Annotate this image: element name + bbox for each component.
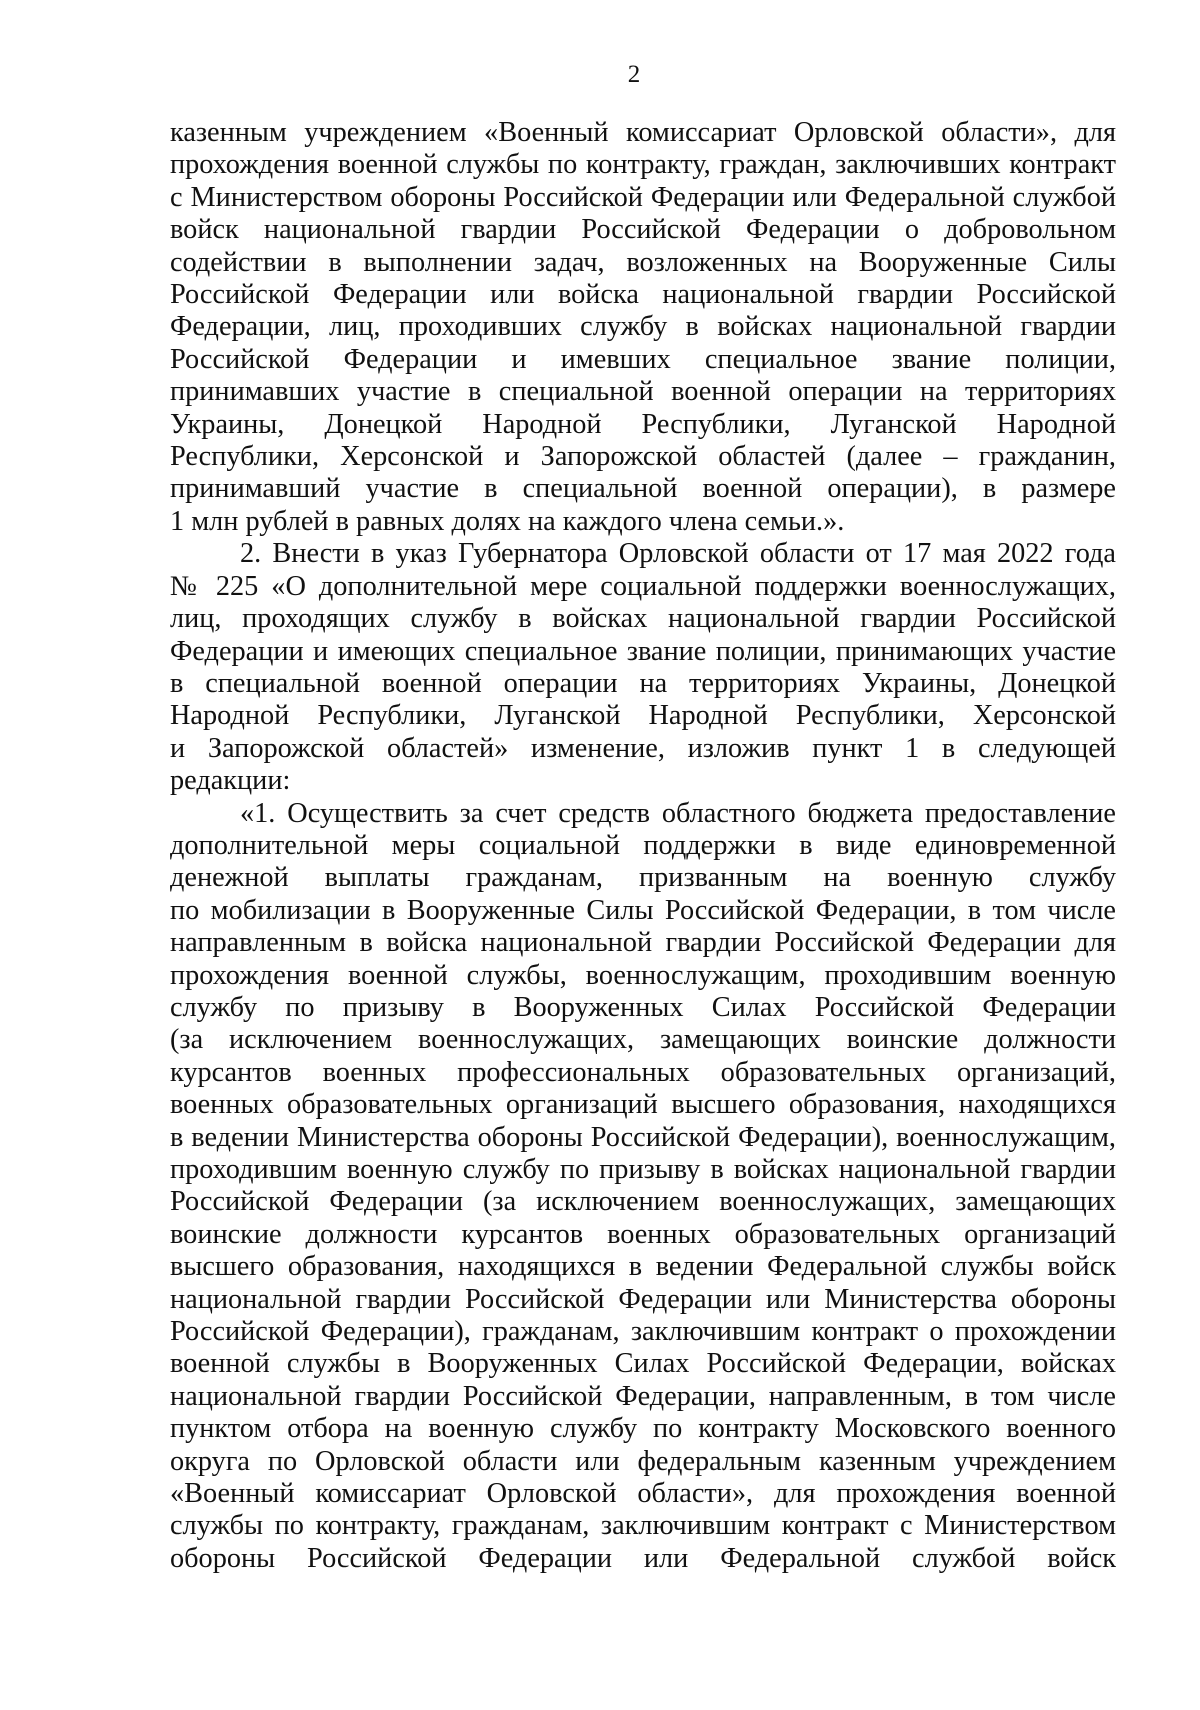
text-line: в ведении Министерства обороны Российской Федерации), военнослужащим, [170, 1121, 1116, 1153]
text-line: национальной гвардии Российской Федерации или Министерства обороны [170, 1283, 1116, 1315]
text-line: службу по призыву в Вооруженных Силах Российской Федерации [170, 991, 1116, 1023]
text-line: прохождения военной службы по контракту, граждан, заключивших контракт [170, 149, 1116, 181]
text-line: в специальной военной операции на территориях Украины, Донецкой [170, 667, 1116, 699]
text-line: войск национальной гвардии Российской Федерации о добровольном [170, 214, 1116, 246]
text-line: редакции: [170, 765, 291, 797]
text-line: Украины, Донецкой Народной Республики, Луганской Народной [170, 408, 1116, 440]
text-line: проходившим военную службу по призыву в войсках национальной гвардии [170, 1154, 1116, 1185]
text-line: Народной Республики, Луганской Народной Республики, Херсонской [170, 700, 1116, 732]
text-line: высшего образования, находящихся в ведении Федеральной службы войск [170, 1251, 1116, 1283]
text-line: казенным учреждением «Военный комиссариат Орловской области», для [170, 117, 1116, 148]
text-line: Федерации и имеющих специальное звание полиции, принимающих участие [170, 635, 1116, 667]
text-line: курсантов военных профессиональных образовательных организаций, [170, 1056, 1116, 1088]
text-line: «1. Осуществить за счет средств областного бюджета предоставление [240, 797, 1116, 829]
text-line: денежной выплаты гражданам, призванным на военную службу [170, 862, 1116, 894]
text-line: дополнительной меры социальной поддержки в виде единовременной [170, 829, 1116, 861]
text-line: по мобилизации в Вооруженные Силы Российской Федерации, в том числе [170, 894, 1116, 926]
text-line: Российской Федерации и имевших специальное звание полиции, [170, 343, 1116, 375]
text-line: Российской Федерации), гражданам, заключившим контракт о прохождении [170, 1316, 1116, 1348]
text-line: 2. Внести в указ Губернатора Орловской области от 17 мая 2022 года [240, 538, 1116, 570]
text-line: пунктом отбора на военную службу по контракту Московского военного [170, 1413, 1116, 1445]
text-line: Российской Федерации (за исключением военнослужащих, замещающих [170, 1186, 1116, 1218]
text-line: «Военный комиссариат Орловской области», для прохождения военной [170, 1478, 1116, 1510]
text-line: лиц, проходящих службу в войсках национальной гвардии Российской [170, 603, 1116, 635]
text-line: обороны Российской Федерации или Федеральной службой войск [170, 1542, 1116, 1574]
text-line: воинские должности курсантов военных образовательных организаций [170, 1218, 1116, 1250]
text-line: Российской Федерации или войска национальной гвардии Российской [170, 279, 1116, 311]
text-line: принимавший участие в специальной военной операции), в размере [170, 473, 1116, 505]
text-line: службы по контракту, гражданам, заключившим контракт с Министерством [170, 1510, 1116, 1542]
document-body [170, 117, 1116, 1575]
page-number: 2 [627, 61, 641, 88]
text-line: Республики, Херсонской и Запорожской областей (далее – гражданин, [170, 441, 1116, 473]
text-line: округа по Орловской области или федеральным казенным учреждением [170, 1445, 1116, 1477]
text-line: направленным в войска национальной гвардии Российской Федерации для [170, 927, 1116, 959]
text-line: № 225 «О дополнительной мере социальной поддержки военнослужащих, [170, 570, 1116, 602]
text-line: военной службы в Вооруженных Силах Российской Федерации, войсках [170, 1348, 1116, 1380]
text-line: (за исключением военнослужащих, замещающих воинские должности [170, 1024, 1116, 1056]
text-line: национальной гвардии Российской Федерации, направленным, в том числе [170, 1380, 1116, 1412]
text-line: прохождения военной службы, военнослужащим, проходившим военную [170, 959, 1116, 991]
text-line: 1 млн рублей в равных долях на каждого члена семьи.». [170, 505, 845, 537]
text-line: принимавших участие в специальной военной операции на территориях [170, 376, 1116, 408]
text-line: Федерации, лиц, проходивших службу в войсках национальной гвардии [170, 311, 1116, 343]
text-line: с Министерством обороны Российской Федерации или Федеральной службой [170, 181, 1116, 213]
text-line: содействии в выполнении задач, возложенных на Вооруженные Силы [170, 246, 1116, 278]
text-line: военных образовательных организаций высшего образования, находящихся [170, 1089, 1116, 1121]
text-line: и Запорожской областей» изменение, изложив пункт 1 в следующей [170, 732, 1116, 764]
